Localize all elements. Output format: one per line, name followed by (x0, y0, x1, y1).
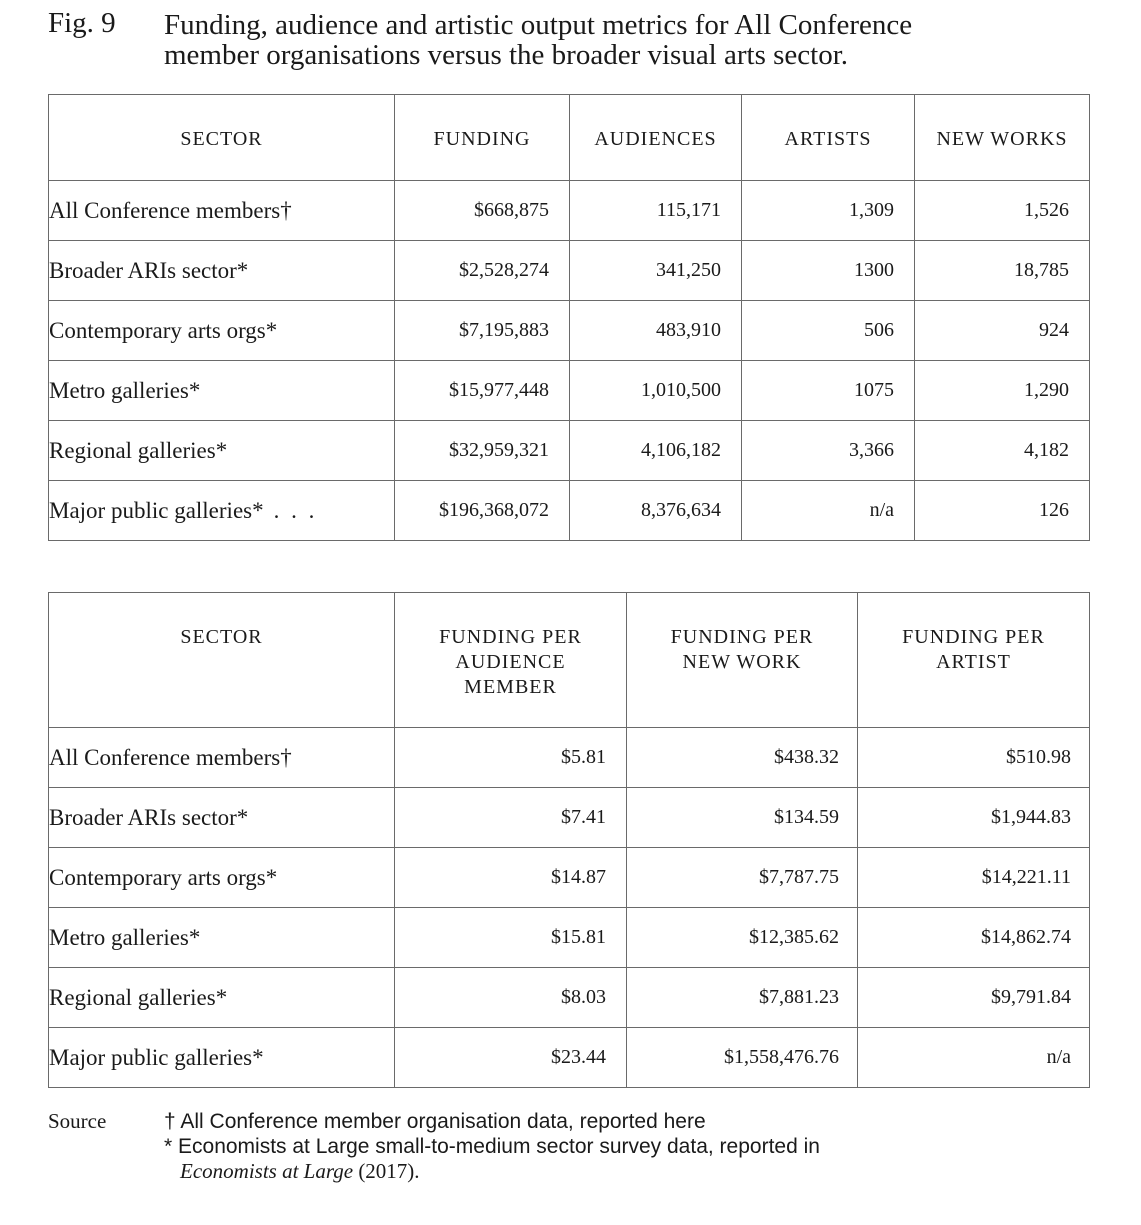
per-new-work-cell: $134.59 (627, 788, 858, 848)
sector-cell: Contemporary arts orgs* (49, 848, 395, 908)
per-artist-cell: $14,862.74 (858, 908, 1090, 968)
funding-cell: $7,195,883 (395, 301, 570, 361)
sector-cell (49, 181, 395, 241)
per-audience-cell: $8.03 (395, 968, 627, 1028)
citation-title: Economists at Large (180, 1159, 354, 1183)
artists-cell: 3,366 (742, 421, 915, 481)
per-new-work-cell: $7,881.23 (627, 968, 858, 1028)
note-dagger: † All Conference member organisation data, reported here (164, 1110, 706, 1133)
sector-label: Major public galleries* (49, 497, 264, 523)
sector-cell: Metro galleries* (49, 908, 395, 968)
artists-cell: 1300 (742, 241, 915, 301)
metrics-table-body (49, 181, 1090, 541)
figure-title-line-2: member organisations versus the broader visual arts sector. (164, 39, 849, 71)
table-row (49, 968, 1090, 1028)
header-funding-per-audience-member (395, 593, 627, 728)
artists-cell: 1,309 (742, 181, 915, 241)
new-works-cell: 18,785 (915, 241, 1090, 301)
header-line: AUDIENCE (455, 651, 566, 673)
per-audience-cell: $15.81 (395, 908, 627, 968)
audiences-cell: 1,010,500 (570, 361, 742, 421)
header-line: FUNDING PER (902, 626, 1045, 648)
per-audience-cell: $5.81 (395, 728, 627, 788)
sector-cell (49, 481, 395, 541)
funding-cell: $196,368,072 (395, 481, 570, 541)
header-sector (49, 593, 395, 728)
citation-year: (2017). (353, 1159, 420, 1183)
sector-cell: Broader ARIs sector* (49, 788, 395, 848)
header-artists: ARTISTS (742, 95, 915, 181)
figure-title (164, 10, 1094, 70)
table-row (49, 481, 1090, 541)
header-audiences: AUDIENCES (570, 95, 742, 181)
table-row (49, 241, 1090, 301)
source-label: Source (48, 1109, 107, 1133)
funding-cell: $15,977,448 (395, 361, 570, 421)
per-audience-cell: $14.87 (395, 848, 627, 908)
per-artist-cell: $510.98 (858, 728, 1090, 788)
new-works-cell: 924 (915, 301, 1090, 361)
per-audience-cell: $7.41 (395, 788, 627, 848)
per-artist-cell: $14,221.11 (858, 848, 1090, 908)
audiences-cell: 115,171 (570, 181, 742, 241)
header-line: NEW WORK (682, 651, 802, 673)
header-line: ARTIST (936, 651, 1011, 673)
per-new-work-cell: $438.32 (627, 728, 858, 788)
header-new-works: NEW WORKS (915, 95, 1090, 181)
new-works-cell: 126 (915, 481, 1090, 541)
sector-cell (49, 421, 395, 481)
table-row (49, 908, 1090, 968)
sector-label: Broader ARIs sector* (49, 257, 249, 283)
sector-cell: Regional galleries* (49, 968, 395, 1028)
artists-cell: 506 (742, 301, 915, 361)
table-row (49, 788, 1090, 848)
table-row (49, 421, 1090, 481)
sector-cell (49, 301, 395, 361)
table-row (49, 181, 1090, 241)
audiences-cell: 8,376,634 (570, 481, 742, 541)
sector-label: Regional galleries* (49, 437, 228, 463)
table-row (49, 848, 1090, 908)
table-row (49, 728, 1090, 788)
new-works-cell: 4,182 (915, 421, 1090, 481)
header-funding: FUNDING (395, 95, 570, 181)
header-funding-per-new-work (627, 593, 858, 728)
per-new-work-cell: $1,558,476.76 (627, 1028, 858, 1088)
header-line: SECTOR (180, 626, 263, 648)
artists-cell: 1075 (742, 361, 915, 421)
header-line: MEMBER (464, 676, 557, 698)
sector-label: All Conference members† (49, 197, 292, 223)
figure-label: Fig. 9 (48, 7, 116, 39)
header-line: FUNDING PER (439, 626, 582, 648)
per-new-work-cell: $12,385.62 (627, 908, 858, 968)
per-unit-funding-table-body (49, 728, 1090, 1088)
artists-cell: n/a (742, 481, 915, 541)
new-works-cell: 1,290 (915, 361, 1090, 421)
table-row (49, 1028, 1090, 1088)
note-asterisk: * Economists at Large small-to-medium sector survey data, reported in (164, 1135, 820, 1158)
table-header-row (49, 95, 1090, 181)
funding-cell: $2,528,274 (395, 241, 570, 301)
per-unit-funding-table (48, 592, 1090, 1088)
audiences-cell: 341,250 (570, 241, 742, 301)
sector-label: Metro galleries* (49, 377, 201, 403)
figure-title-line-1: Funding, audience and artistic output metrics for All Conference (164, 9, 913, 41)
sector-cell (49, 241, 395, 301)
funding-cell: $32,959,321 (395, 421, 570, 481)
sector-cell: All Conference members† (49, 728, 395, 788)
sector-cell: Major public galleries* (49, 1028, 395, 1088)
note-citation (164, 1159, 820, 1184)
funding-cell: $668,875 (395, 181, 570, 241)
per-audience-cell: $23.44 (395, 1028, 627, 1088)
audiences-cell: 483,910 (570, 301, 742, 361)
header-line: FUNDING PER (670, 626, 814, 648)
per-artist-cell: $1,944.83 (858, 788, 1090, 848)
sector-label: Contemporary arts orgs* (49, 317, 278, 343)
per-artist-cell: $9,791.84 (858, 968, 1090, 1028)
audiences-cell: 4,106,182 (570, 421, 742, 481)
table-row (49, 301, 1090, 361)
source-notes (164, 1109, 820, 1184)
header-sector: SECTOR (49, 95, 395, 181)
leader-dots: . . . (273, 497, 318, 523)
table-header-row (49, 593, 1090, 728)
table-row (49, 361, 1090, 421)
header-funding-per-artist (858, 593, 1090, 728)
new-works-cell: 1,526 (915, 181, 1090, 241)
per-artist-cell: n/a (858, 1028, 1090, 1088)
metrics-table (48, 94, 1090, 541)
sector-cell (49, 361, 395, 421)
per-new-work-cell: $7,787.75 (627, 848, 858, 908)
